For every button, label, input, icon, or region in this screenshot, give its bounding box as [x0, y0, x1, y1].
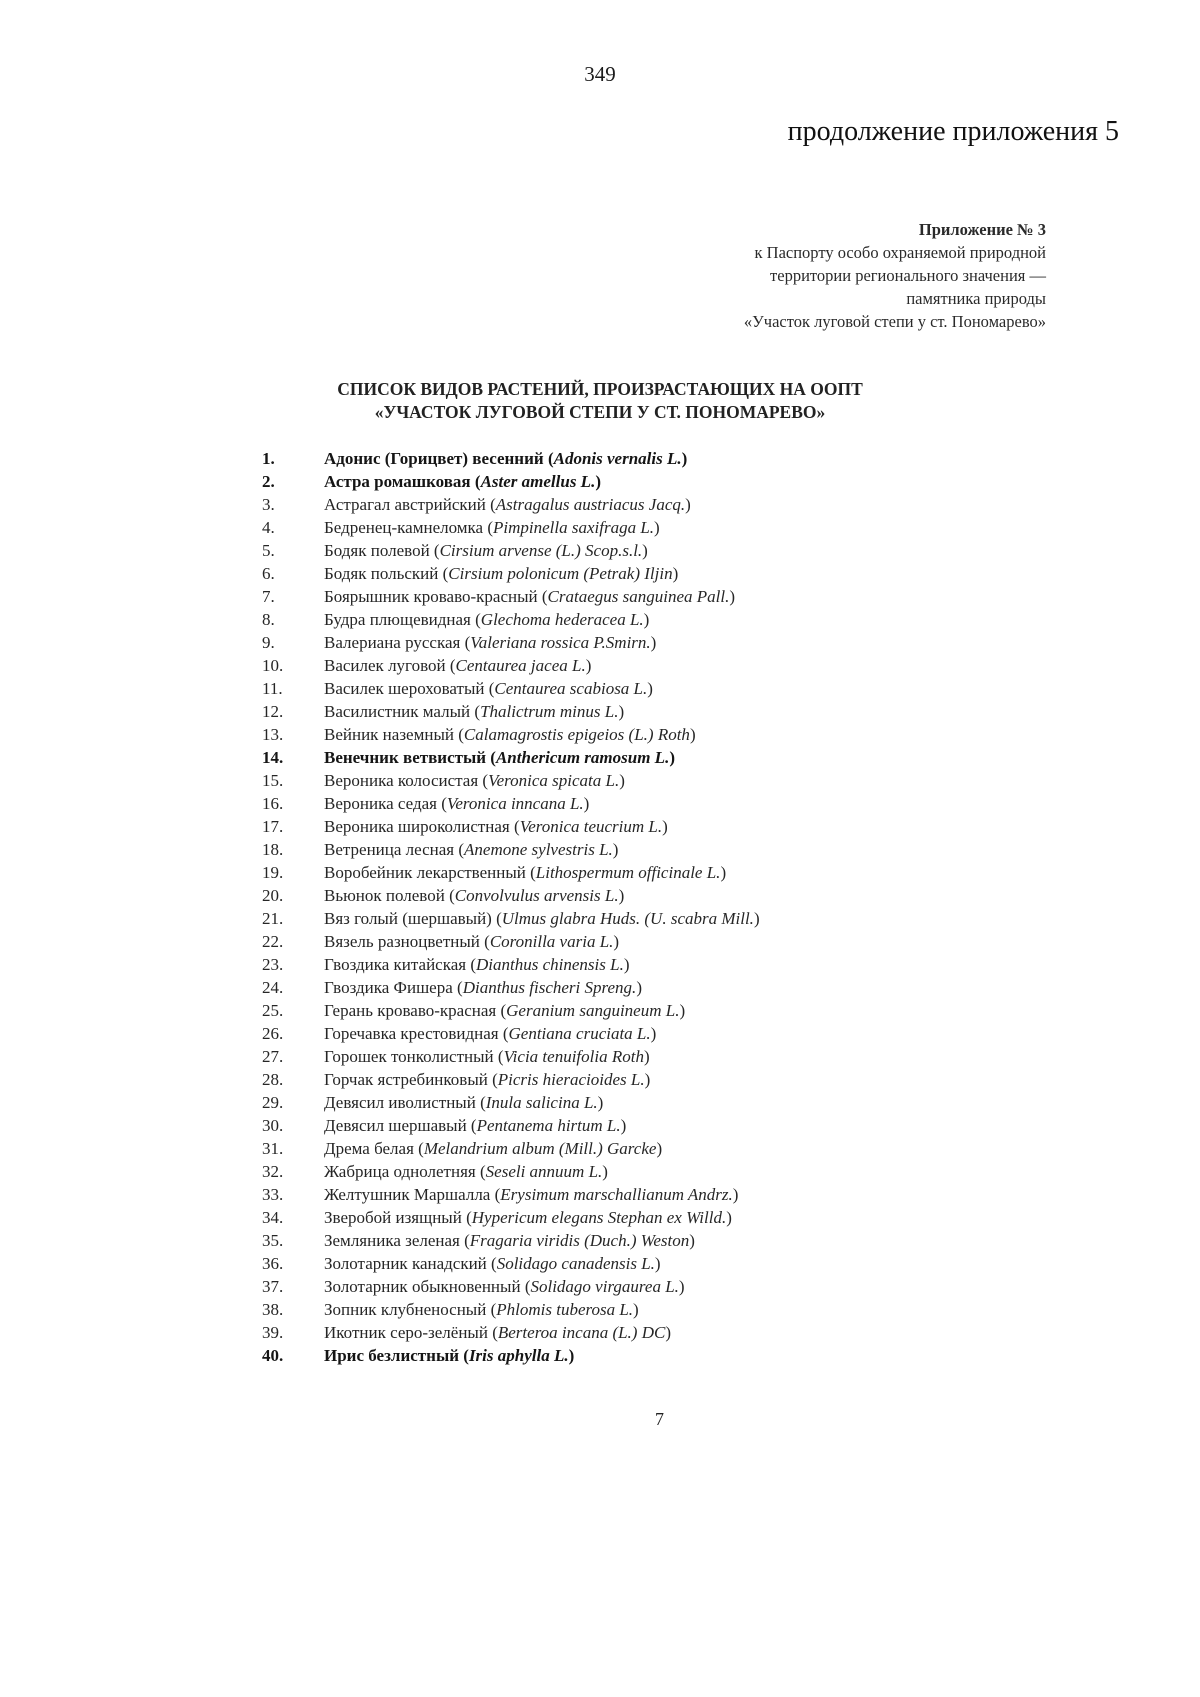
species-number: 23. [262, 955, 284, 974]
species-name: Золотарник обыкновенный [324, 1277, 521, 1296]
species-text: Зверобой изящный (Hypericum elegans Stephan ex Willd.) [324, 1208, 732, 1227]
species-text: Икотник серо-зелёный (Berteroa incana (L.) DC) [324, 1323, 672, 1342]
species-latin-name: Pimpinella saxifraga L. [493, 518, 655, 537]
species-item [262, 493, 982, 516]
species-number: 21. [262, 909, 284, 928]
species-number: 39. [262, 1323, 284, 1342]
species-item [262, 631, 982, 654]
species-item [262, 815, 982, 838]
species-name: Горошек тонколистный [324, 1047, 494, 1066]
species-latin-name: Melandrium album (Mill.) Garcke [423, 1139, 657, 1158]
species-latin-name: Erysimum marschallianum Andrz. [500, 1185, 733, 1204]
species-item [262, 769, 982, 792]
species-name: Ирис безлистный [324, 1346, 460, 1365]
species-name: Вязель разноцветный [324, 932, 480, 951]
continuation-label: продолжение приложения 5 [787, 116, 1119, 147]
species-text: Ирис безлистный (Iris aphylla L.) [324, 1346, 575, 1365]
species-text: Воробейник лекарственный (Lithospermum officinale L.) [324, 863, 727, 882]
species-number: 31. [262, 1139, 284, 1158]
species-item [262, 608, 982, 631]
species-name: Вероника колосистая [324, 771, 479, 790]
species-item [262, 539, 982, 562]
species-number: 18. [262, 840, 284, 859]
species-name: Вьюнок полевой [324, 886, 445, 905]
species-item [262, 723, 982, 746]
species-name: Зопник клубненосный [324, 1300, 487, 1319]
species-latin-name: Veronica teucrium L. [519, 817, 663, 836]
species-name: Боярышник кроваво-красный [324, 587, 538, 606]
species-latin-name: Calamagrostis epigeios (L.) Roth [463, 725, 690, 744]
species-text: Жабрица однолетняя (Seseli annuum L.) [324, 1162, 608, 1181]
species-latin-name: Convolvulus arvensis L. [454, 886, 619, 905]
species-name: Венечник ветвистый [324, 748, 487, 767]
species-name: Зверобой изящный [324, 1208, 462, 1227]
species-text: Адонис (Горицвет) весенний (Adonis vernalis L.) [324, 449, 688, 468]
species-latin-name: Cirsium polonicum (Petrak) Iljin [448, 564, 673, 583]
species-item [262, 792, 982, 815]
species-item [262, 1045, 982, 1068]
document-title-line-2: «УЧАСТОК ЛУГОВОЙ СТЕПИ У СТ. ПОНОМАРЕВО» [374, 402, 826, 422]
species-latin-name: Veronica spicata L. [488, 771, 620, 790]
species-number: 16. [262, 794, 284, 813]
species-text: Бодяк польский (Cirsium polonicum (Petrak) Iljin) [324, 564, 679, 583]
species-text: Девясил шершавый (Pentanema hirtum L.) [324, 1116, 627, 1135]
species-number: 7. [262, 587, 275, 606]
species-text: Василек шероховатый (Centaurea scabiosa L.) [324, 679, 653, 698]
species-item [262, 1137, 982, 1160]
species-number: 20. [262, 886, 284, 905]
species-number: 36. [262, 1254, 284, 1273]
species-latin-name: Pentanema hirtum L. [476, 1116, 621, 1135]
species-latin-name: Hypericum elegans Stephan ex Willd. [471, 1208, 727, 1227]
species-text: Земляника зеленая (Fragaria viridis (Duch.) Weston) [324, 1231, 695, 1250]
species-text: Валериана русская (Valeriana rossica P.Smirn.) [324, 633, 657, 652]
species-item [262, 1252, 982, 1275]
species-text: Горошек тонколистный (Vicia tenuifolia Roth) [324, 1047, 650, 1066]
species-latin-name: Aster amellus L. [480, 472, 596, 491]
species-latin-name: Coronilla varia L. [489, 932, 614, 951]
species-item [262, 1229, 982, 1252]
species-number: 40. [262, 1346, 284, 1365]
species-name: Ветреница лесная [324, 840, 455, 859]
species-number: 17. [262, 817, 284, 836]
species-item [262, 1206, 982, 1229]
species-name: Девясил иволистный [324, 1093, 476, 1112]
species-text: Дрема белая (Melandrium album (Mill.) Garcke) [324, 1139, 663, 1158]
species-latin-name: Solidago canadensis L. [496, 1254, 655, 1273]
species-item [262, 700, 982, 723]
species-text: Вяз голый (шершавый) (Ulmus glabra Huds. (U. scabra Mill.) [324, 909, 760, 928]
species-name: Василек луговой [324, 656, 446, 675]
species-number: 19. [262, 863, 284, 882]
species-latin-name: Gentiana cruciata L. [508, 1024, 651, 1043]
species-name: Воробейник лекарственный [324, 863, 526, 882]
species-number: 15. [262, 771, 284, 790]
species-item [262, 1183, 982, 1206]
species-name: Желтушник Маршалла [324, 1185, 491, 1204]
species-latin-name: Crataegus sanguinea Pall. [547, 587, 730, 606]
species-item [262, 562, 982, 585]
species-number: 30. [262, 1116, 284, 1135]
species-latin-name: Glechoma hederacea L. [480, 610, 644, 629]
species-text: Гвоздика Фишера (Dianthus fischeri Spreng.) [324, 978, 642, 997]
species-name: Золотарник канадский [324, 1254, 487, 1273]
species-number: 37. [262, 1277, 284, 1296]
species-number: 32. [262, 1162, 284, 1181]
species-name: Гвоздика Фишера [324, 978, 453, 997]
document-title-line-1: СПИСОК ВИДОВ РАСТЕНИЙ, ПРОИЗРАСТАЮЩИХ НА ООПТ [337, 379, 863, 399]
annex-title: Приложение № 3 [918, 220, 1046, 239]
species-item [262, 1068, 982, 1091]
species-latin-name: Anemone sylvestris L. [464, 840, 613, 859]
species-text: Гвоздика китайская (Dianthus chinensis L.) [324, 955, 630, 974]
species-latin-name: Vicia tenuifolia Roth [503, 1047, 644, 1066]
species-latin-name: Veronica inncana L. [446, 794, 584, 813]
species-name: Валериана русская [324, 633, 461, 652]
species-text: Астра ромашковая (Aster amellus L.) [324, 472, 601, 491]
species-text: Вейник наземный (Calamagrostis epigeios (L.) Roth) [324, 725, 696, 744]
species-item [262, 1275, 982, 1298]
species-name: Икотник серо-зелёный [324, 1323, 488, 1342]
species-item [262, 1091, 982, 1114]
document-title [0, 378, 1200, 424]
species-number: 24. [262, 978, 284, 997]
species-text: Бодяк полевой (Cirsium arvense (L.) Scop.s.l.) [324, 541, 648, 560]
species-item [262, 930, 982, 953]
species-latin-name: Iris aphylla L. [468, 1346, 569, 1365]
species-text: Зопник клубненосный (Phlomis tuberosa L.) [324, 1300, 639, 1319]
species-latin-name: Cirsium arvense (L.) Scop.s.l. [439, 541, 643, 560]
species-text: Горечавка крестовидная (Gentiana cruciata L.) [324, 1024, 657, 1043]
species-text: Василек луговой (Centaurea jacea L.) [324, 656, 592, 675]
page-number: 349 [584, 62, 616, 86]
species-latin-name: Centaurea jacea L. [455, 656, 586, 675]
species-number: 5. [262, 541, 275, 560]
species-number: 25. [262, 1001, 284, 1020]
species-text: Ветреница лесная (Anemone sylvestris L.) [324, 840, 619, 859]
species-text: Золотарник канадский (Solidago canadensis L.) [324, 1254, 661, 1273]
species-name: Горечавка крестовидная [324, 1024, 499, 1043]
species-number: 22. [262, 932, 284, 951]
species-text: Будра плющевидная (Glechoma hederacea L.) [324, 610, 650, 629]
species-text: Вьюнок полевой (Convolvulus arvensis L.) [324, 886, 625, 905]
species-item [262, 516, 982, 539]
species-name: Вяз голый (шершавый) [324, 909, 492, 928]
species-number: 34. [262, 1208, 284, 1227]
species-name: Бедренец-камнеломка [324, 518, 484, 537]
species-item [262, 838, 982, 861]
species-latin-name: Lithospermum officinale L. [535, 863, 721, 882]
species-text: Боярышник кроваво-красный (Crataegus sanguinea Pall.) [324, 587, 736, 606]
species-text: Бедренец-камнеломка (Pimpinella saxifraga L.) [324, 518, 660, 537]
species-item [262, 677, 982, 700]
species-number: 8. [262, 610, 275, 629]
species-text: Герань кроваво-красная (Geranium sanguineum L.) [324, 1001, 686, 1020]
species-list [262, 447, 982, 1367]
annex-line: территории регионального значения — [770, 266, 1046, 285]
species-item [262, 746, 982, 769]
species-name: Астрагал австрийский [324, 495, 486, 514]
species-name: Девясил шершавый [324, 1116, 467, 1135]
species-latin-name: Inula salicina L. [485, 1093, 598, 1112]
species-number: 1. [262, 449, 275, 468]
species-name: Вероника седая [324, 794, 437, 813]
species-item [262, 585, 982, 608]
species-number: 2. [262, 472, 275, 491]
species-number: 33. [262, 1185, 284, 1204]
species-name: Будра плющевидная [324, 610, 471, 629]
species-text: Вероника седая (Veronica inncana L.) [324, 794, 590, 813]
species-latin-name: Ulmus glabra Huds. (U. scabra Mill. [501, 909, 754, 928]
species-item [262, 907, 982, 930]
species-item [262, 953, 982, 976]
species-latin-name: Astragalus austriacus Jacq. [495, 495, 686, 514]
species-latin-name: Thalictrum minus L. [480, 702, 619, 721]
species-latin-name: Anthericum ramosum L. [495, 748, 670, 767]
species-latin-name: Dianthus fischeri Spreng. [462, 978, 637, 997]
species-text: Вероника широколистная (Veronica teucrium L.) [324, 817, 668, 836]
species-name: Герань кроваво-красная [324, 1001, 497, 1020]
species-number: 11. [262, 679, 283, 698]
species-number: 35. [262, 1231, 284, 1250]
species-number: 13. [262, 725, 284, 744]
species-text: Желтушник Маршалла (Erysimum marschallianum Andrz.) [324, 1185, 739, 1204]
species-name: Дрема белая [324, 1139, 414, 1158]
species-item [262, 976, 982, 999]
bottom-page-number: 7 [655, 1409, 664, 1429]
species-latin-name: Solidago virgaurea L. [530, 1277, 679, 1296]
species-name: Гвоздика китайская [324, 955, 467, 974]
species-text: Вероника колосистая (Veronica spicata L.) [324, 771, 625, 790]
species-number: 10. [262, 656, 284, 675]
species-latin-name: Geranium sanguineum L. [506, 1001, 680, 1020]
species-name: Вероника широколистная [324, 817, 510, 836]
species-item [262, 999, 982, 1022]
species-name: Адонис (Горицвет) весенний [324, 449, 544, 468]
species-name: Василек шероховатый [324, 679, 485, 698]
species-latin-name: Seseli annuum L. [485, 1162, 603, 1181]
species-number: 29. [262, 1093, 284, 1112]
species-item [262, 470, 982, 493]
species-number: 26. [262, 1024, 284, 1043]
species-number: 12. [262, 702, 284, 721]
species-name: Земляника зеленая [324, 1231, 460, 1250]
species-item [262, 1298, 982, 1321]
species-name: Жабрица однолетняя [324, 1162, 476, 1181]
species-item [262, 1344, 982, 1367]
species-item [262, 447, 982, 470]
species-number: 3. [262, 495, 275, 514]
annex-block [744, 218, 1046, 333]
species-text: Девясил иволистный (Inula salicina L.) [324, 1093, 604, 1112]
species-item [262, 1022, 982, 1045]
species-item [262, 1114, 982, 1137]
species-latin-name: Centaurea scabiosa L. [494, 679, 648, 698]
species-latin-name: Valeriana rossica P.Smirn. [470, 633, 651, 652]
species-latin-name: Phlomis tuberosa L. [496, 1300, 634, 1319]
species-number: 27. [262, 1047, 284, 1066]
species-item [262, 1160, 982, 1183]
annex-line: «Участок луговой степи у ст. Пономарево» [743, 312, 1046, 331]
species-name: Бодяк польский [324, 564, 439, 583]
species-item [262, 1321, 982, 1344]
species-name: Астра ромашковая [324, 472, 471, 491]
species-number: 14. [262, 748, 284, 767]
species-text: Василистник малый (Thalictrum minus L.) [324, 702, 625, 721]
species-name: Василистник малый [324, 702, 471, 721]
species-latin-name: Berteroa incana (L.) DC [497, 1323, 666, 1342]
species-number: 9. [262, 633, 275, 652]
species-number: 38. [262, 1300, 284, 1319]
species-text: Золотарник обыкновенный (Solidago virgaurea L.) [324, 1277, 685, 1296]
species-item [262, 861, 982, 884]
species-name: Бодяк полевой [324, 541, 430, 560]
annex-line: памятника природы [906, 289, 1046, 308]
annex-line: к Паспорту особо охраняемой природной [754, 243, 1046, 262]
species-text: Венечник ветвистый (Anthericum ramosum L.) [324, 748, 675, 767]
species-text: Горчак ястребинковый (Picris hieracioides L.) [324, 1070, 651, 1089]
species-name: Горчак ястребинковый [324, 1070, 488, 1089]
species-item [262, 884, 982, 907]
species-text: Астрагал австрийский (Astragalus austriacus Jacq.) [324, 495, 691, 514]
species-number: 28. [262, 1070, 284, 1089]
species-latin-name: Dianthus chinensis L. [476, 955, 624, 974]
species-latin-name: Adonis vernalis L. [553, 449, 682, 468]
species-name: Вейник наземный [324, 725, 454, 744]
species-number: 6. [262, 564, 275, 583]
species-number: 4. [262, 518, 275, 537]
species-text: Вязель разноцветный (Coronilla varia L.) [324, 932, 620, 951]
species-latin-name: Fragaria viridis (Duch.) Weston [469, 1231, 690, 1250]
species-item [262, 654, 982, 677]
species-latin-name: Picris hieracioides L. [497, 1070, 645, 1089]
